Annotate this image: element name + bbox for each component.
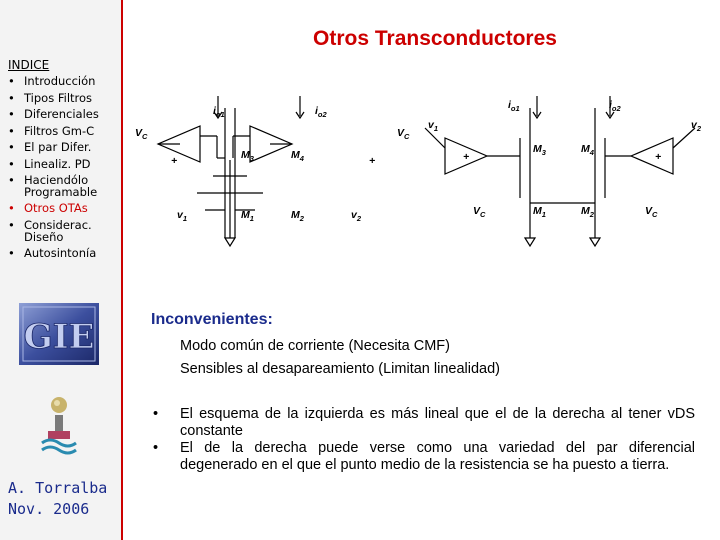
svg-text:+: + <box>655 151 662 163</box>
svg-text:VC: $V_C$ <box>473 205 486 219</box>
gie-logo <box>19 303 99 365</box>
svg-text:VC: $V_C$ <box>645 205 658 219</box>
opamp-right-b <box>631 138 673 174</box>
index-heading: INDICE <box>8 58 50 72</box>
svg-text:M1: $M_1$ <box>533 205 546 219</box>
svg-text:io1: $i_{o1}$ <box>508 99 520 113</box>
index-item-diferenciales[interactable]: • Diferenciales <box>8 106 120 123</box>
svg-text:M4: $M_4$ <box>291 149 304 163</box>
page-title: Otros Transconductores <box>313 27 557 50</box>
note-left-circuit: • El esquema de la izquierda es más lineal que el de la derecha al tener vDS constante <box>150 406 695 440</box>
author-info <box>8 478 107 520</box>
svg-text:M1: $M_1$ <box>241 209 254 223</box>
university-emblem <box>38 395 80 455</box>
svg-text:M3: $M_3$ <box>241 149 254 163</box>
section-heading: Inconvenientes: <box>151 311 273 328</box>
svg-text:M3: $M_3$ <box>533 143 546 157</box>
svg-text:v2: $v_2$ <box>691 119 702 133</box>
index-item-filtros-gmc[interactable]: • Filtros Gm-C <box>8 123 120 140</box>
svg-text:+: + <box>463 151 470 163</box>
index-item-otros-otas[interactable]: • Otros OTAs <box>8 200 120 217</box>
author-name: A. Torralba <box>8 479 108 497</box>
notes-list <box>150 406 695 474</box>
index-item-programable[interactable]: • Haciendólo Programable <box>8 174 120 198</box>
note-right-circuit: • El de la derecha puede verse como una variedad del par diferencial degenerado en el que el punto medio de la resistencia se ha puesto a tierra. <box>150 440 695 474</box>
drawback-common-mode: Modo común de corriente (Necesita CMF) <box>180 338 450 354</box>
svg-text:v1: $v_1$ <box>428 119 439 133</box>
circuit-labels <box>135 99 702 223</box>
svg-text:io2: $i_{o2}$ <box>609 99 621 113</box>
svg-text:io1: $i_{o1}$ <box>213 105 225 119</box>
svg-text:M4: $M_4$ <box>581 143 594 157</box>
drawback-mismatch: Sensibles al desapareamiento (Limitan linealidad) <box>180 361 500 377</box>
svg-text:VC: $V_C$ <box>135 127 148 141</box>
gie-logo-text: GIE <box>23 317 95 357</box>
svg-text:io2: $i_{o2}$ <box>315 105 327 119</box>
author-date: Nov. 2006 <box>8 500 90 518</box>
svg-text:+: + <box>171 155 178 167</box>
index-item-considerac-diseno[interactable]: • Considerac. Diseño <box>8 219 120 243</box>
circuit-right <box>425 96 695 246</box>
svg-text:VC: $V_C$ <box>397 127 410 141</box>
index-item-tipos-filtros[interactable]: • Tipos Filtros <box>8 90 120 107</box>
svg-text:M2: $M_2$ <box>291 209 304 223</box>
svg-text:M2: $M_2$ <box>581 205 594 219</box>
svg-text:v1: $v_1$ <box>177 209 188 223</box>
index-item-introduccion[interactable]: • Introducción <box>8 73 120 90</box>
svg-text:v2: $v_2$ <box>351 209 362 223</box>
index-item-par-difer[interactable]: • El par Difer. <box>8 139 120 156</box>
index-item-linealiz-pd[interactable]: • Linealiz. PD <box>8 156 120 173</box>
svg-text:+: + <box>369 155 376 167</box>
circuit-left <box>158 96 304 246</box>
index-item-autosintonia[interactable]: • Autosintonía <box>8 245 120 262</box>
index-list <box>8 73 120 261</box>
circuit-diagram <box>125 88 715 263</box>
